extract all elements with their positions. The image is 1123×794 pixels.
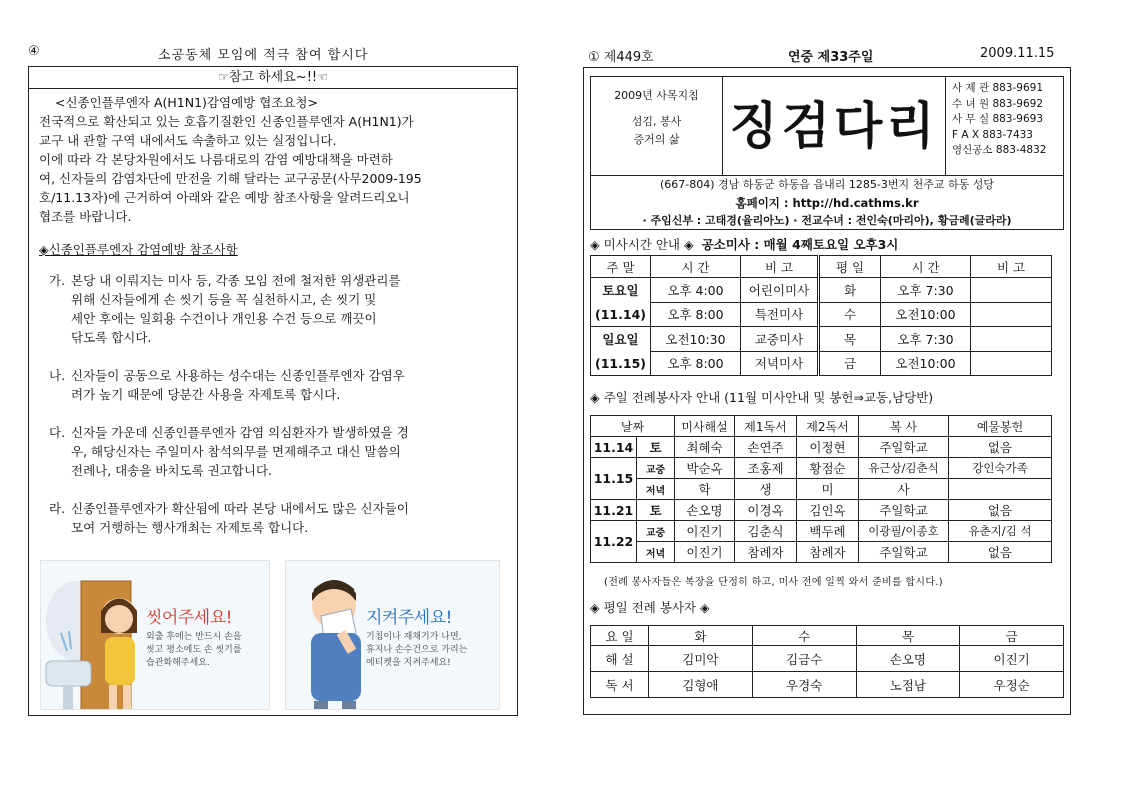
- item-mark: 가.: [49, 273, 66, 288]
- item-line: 신종인플루엔자가 확산됨에 따라 본당 내에서도 많은 신자들이: [71, 501, 409, 516]
- note-cell: 특전미사: [741, 302, 819, 327]
- server-cell: 미: [797, 479, 859, 500]
- server-cell: 김미악: [649, 646, 753, 672]
- server-cell: 강인숙가족: [949, 458, 1052, 479]
- time-cell: 오후 8:00: [651, 302, 741, 327]
- servers-note: (전례 봉사자들은 복장을 단정히 하고, 미사 전에 일찍 와서 준비를 합시다.): [604, 577, 943, 588]
- header-cell: 예물봉헌: [949, 416, 1052, 437]
- server-cell: 사: [859, 479, 949, 500]
- mass-extra-note: 공소미사 : 매월 4째토요일 오후3시: [701, 237, 899, 252]
- right-page-box: [583, 67, 1071, 715]
- bulletin-logo: 징검다리: [729, 96, 939, 155]
- note-cell: [971, 278, 1052, 303]
- motto-year: 2009년 사목지침: [614, 89, 699, 102]
- contact-line: 사 무 실 883-9693: [952, 113, 1043, 125]
- server-cell: 이진기: [960, 646, 1064, 672]
- header-cell: 금: [960, 626, 1064, 646]
- mass-title: ◈ 미사시간 안내 ◈: [590, 237, 694, 252]
- time-cell: 오전10:00: [881, 302, 971, 327]
- weekday-cell: 화: [819, 278, 881, 303]
- table-row: [591, 302, 1052, 327]
- time-cell: 오후 8:00: [651, 351, 741, 376]
- etiquette-desc-line: 에티켓을 지켜주세요!: [366, 658, 451, 668]
- server-cell: 없음: [949, 500, 1052, 521]
- etiquette-title: 지켜주세요!: [366, 608, 452, 628]
- intro-line: 협조를 바랍니다.: [39, 209, 132, 224]
- server-cell: 손오명: [856, 646, 960, 672]
- mass-times-table: [590, 255, 1052, 376]
- table-row: [591, 278, 1052, 303]
- mass-type-cell: 저녁: [637, 542, 675, 563]
- table-row: [591, 646, 1064, 672]
- table-row: [591, 479, 1052, 500]
- server-cell: 주일학교: [859, 437, 949, 458]
- role-cell: 독 서: [591, 672, 649, 698]
- item-line: 려가 높기 때문에 당분간 사용을 자제토록 합시다.: [71, 387, 341, 402]
- intro-line: 이에 따라 각 본당차원에서도 나름대로의 감염 예방대책을 마련하: [39, 152, 393, 167]
- note-cell: 저녁미사: [741, 351, 819, 376]
- pastoral-motto: [591, 77, 723, 175]
- server-cell: 김인옥: [797, 500, 859, 521]
- liturgical-week: 연중 제33주일: [788, 50, 874, 65]
- item-line: 세안 후에는 일회용 수건이나 개인용 수건 등으로 깨끗이: [71, 311, 377, 326]
- wash-desc-line: 습관화해주세요.: [146, 658, 210, 668]
- server-cell: 생: [735, 479, 797, 500]
- date-cell: 11.22: [591, 521, 637, 563]
- note-cell: [971, 302, 1052, 327]
- contact-line: F A X 883-7433: [952, 128, 1033, 141]
- server-cell: 없음: [949, 542, 1052, 563]
- item-line: 모여 거행하는 행사개최는 자제토록 합니다.: [71, 520, 309, 535]
- table-row: [591, 500, 1052, 521]
- server-cell: 우경숙: [752, 672, 856, 698]
- pointing-hand-right-icon: ☞: [218, 70, 229, 84]
- server-cell: 참례자: [797, 542, 859, 563]
- guideline-item: [39, 423, 507, 480]
- role-cell: 해 설: [591, 646, 649, 672]
- time-cell: 오전10:00: [881, 351, 971, 376]
- wash-desc-line: 외출 후에는 반드시 손을: [146, 632, 242, 642]
- date-cell: 11.21: [591, 500, 637, 521]
- day-cell: 일요일: [591, 327, 651, 352]
- guideline-list: [39, 271, 507, 537]
- page-number-4: ④: [28, 44, 40, 59]
- server-cell: 노점남: [856, 672, 960, 698]
- homepage-link[interactable]: 홈페이지 : http://hd.cathms.kr: [735, 196, 919, 210]
- date-cell: (11.14): [591, 302, 651, 327]
- slogan: 소공동체 모임에 적극 참여 합시다: [158, 48, 369, 63]
- weekday-cell: 수: [819, 302, 881, 327]
- issue-label: 제449호: [603, 50, 654, 65]
- left-page-header: [28, 44, 518, 64]
- wash-desc: [146, 631, 242, 670]
- item-mark: 다.: [49, 425, 66, 440]
- guideline-item: [39, 499, 507, 537]
- server-cell: 김춘식: [735, 521, 797, 542]
- table-header-row: [591, 626, 1064, 646]
- request-title: <신종인플루엔자 A(H1N1)감염예방 협조요청>: [55, 95, 318, 110]
- header-cell: 제2독서: [797, 416, 859, 437]
- motto-line: 섬김, 봉사: [631, 115, 682, 128]
- clergy-line: · 주임신부 : 고태경(율리아노) · 전교수녀 : 전인숙(마리아), 황금례(글라라): [642, 214, 1012, 227]
- note-cell: 어린이미사: [741, 278, 819, 303]
- notice-text: 참고 하세요~!!: [228, 70, 318, 85]
- issue-date: 2009.11.15: [980, 46, 1055, 61]
- day-cell: 토요일: [591, 278, 651, 303]
- left-body: [29, 89, 517, 537]
- intro-line: 호/11.13자)에 근거하여 아래와 같은 예방 참조사항을 알려드리오니: [39, 190, 410, 205]
- server-cell: 이경옥: [735, 500, 797, 521]
- server-cell: 이진기: [675, 542, 735, 563]
- server-cell: 황점순: [797, 458, 859, 479]
- masthead: [590, 76, 1064, 230]
- table-row: [591, 542, 1052, 563]
- item-line: 신자들이 공동으로 사용하는 성수대는 신종인플루엔자 감염우: [71, 368, 405, 383]
- service-heading: ◈ 주일 전례봉사자 안내 (11월 미사안내 및 봉헌⇒교동,남당반): [590, 390, 934, 405]
- contact-line: 영신공소 883-4832: [952, 144, 1047, 156]
- server-cell: 주일학교: [859, 542, 949, 563]
- contact-line: 수 녀 원 883-9692: [952, 97, 1043, 110]
- item-line: 우, 해당신자는 주일미사 참석의무를 면제해주고 대신 말씀의: [71, 444, 401, 459]
- note-cell: [971, 327, 1052, 352]
- guideline-title: ◈신종인플루엔자 감염예방 참조사항: [39, 242, 238, 257]
- server-cell: 학: [675, 479, 735, 500]
- item-mark: 라.: [49, 501, 66, 516]
- time-cell: 오전10:30: [651, 327, 741, 352]
- item-line: 전례나, 대송을 바치도록 권고합니다.: [71, 463, 272, 478]
- guideline-item: [39, 366, 507, 404]
- item-line: 위해 신자들에게 손 씻기 등을 꼭 실천하시고, 손 씻기 및: [71, 292, 377, 307]
- item-line: 신자들 가운데 신종인플루엔자 감염 의심환자가 발생하였을 경: [71, 425, 409, 440]
- table-header-row: [591, 416, 1052, 437]
- header-cell: 화: [649, 626, 753, 646]
- table-row: [591, 437, 1052, 458]
- note-cell: 교중미사: [741, 327, 819, 352]
- server-cell: 손연주: [735, 437, 797, 458]
- contact-line: 사 제 관 883-9691: [952, 82, 1043, 94]
- illustrations: [40, 560, 500, 710]
- header-cell: 목: [856, 626, 960, 646]
- intro-line: 여, 신자들의 감염차단에 만전을 기해 달라는 교구공문(사무2009-195: [39, 171, 422, 186]
- table-row: [591, 521, 1052, 542]
- mass-type-cell: 교중: [637, 521, 675, 542]
- wash-title: 씻어주세요!: [146, 608, 232, 628]
- server-cell: 백두례: [797, 521, 859, 542]
- header-cell: 수: [752, 626, 856, 646]
- mass-type-cell: 저녁: [637, 479, 675, 500]
- server-cell: 이진기: [675, 521, 735, 542]
- server-cell: 김금수: [752, 646, 856, 672]
- time-cell: 오후 7:30: [881, 278, 971, 303]
- pointing-hand-left-icon: ☜: [317, 70, 328, 84]
- date-cell: 11.14: [591, 437, 637, 458]
- etiquette-desc: [366, 631, 467, 670]
- table-header-row: [591, 256, 1052, 278]
- server-cell: 이정현: [797, 437, 859, 458]
- intro-line: 전국적으로 확산되고 있는 호흡기질환인 신종인플루엔자 A(H1N1)가: [39, 114, 414, 129]
- server-cell: 유춘지/김 석: [949, 521, 1052, 542]
- table-row: [591, 458, 1052, 479]
- table-row: [591, 327, 1052, 352]
- header-cell: 제1독서: [735, 416, 797, 437]
- server-cell: 조홍제: [735, 458, 797, 479]
- time-cell: 오후 7:30: [881, 327, 971, 352]
- server-cell: 유근상/김춘식: [859, 458, 949, 479]
- intro-line: 교구 내 관할 구역 내에서도 속출하고 있는 실정입니다.: [39, 133, 337, 148]
- weekday-cell: 금: [819, 351, 881, 376]
- server-cell: 최혜숙: [675, 437, 735, 458]
- item-mark: 나.: [49, 368, 66, 383]
- weekday-servers-table: [590, 625, 1064, 698]
- date-cell: 11.15: [591, 458, 637, 500]
- date-cell: (11.15): [591, 351, 651, 376]
- note-cell: [971, 351, 1052, 376]
- church-address: (667-804) 경남 하동군 하동읍 읍내리 1285-3번지 천주교 하동 성당: [591, 175, 1063, 194]
- header-cell: 복 사: [859, 416, 949, 437]
- mass-type-cell: 교중: [637, 458, 675, 479]
- server-cell: 주일학교: [859, 500, 949, 521]
- notice-bar: [29, 67, 517, 89]
- etiquette-desc-line: 기침이나 재채기가 나면,: [366, 632, 462, 642]
- page-number-1: ①: [588, 50, 600, 65]
- sunday-servers-table: [590, 415, 1052, 563]
- header-cell: 시 간: [881, 256, 971, 278]
- right-page-header: [588, 46, 1068, 66]
- mass-type-cell: 토: [637, 500, 675, 521]
- server-cell: 손오명: [675, 500, 735, 521]
- header-cell: 요 일: [591, 626, 649, 646]
- server-cell: 이광필/이종호: [859, 521, 949, 542]
- mass-times-heading: [590, 235, 898, 253]
- header-cell: 미사해설: [675, 416, 735, 437]
- header-cell: 비 고: [741, 256, 819, 278]
- server-cell: [949, 479, 1052, 500]
- table-row: [591, 351, 1052, 376]
- issue-number: [588, 46, 654, 65]
- server-cell: 김형애: [649, 672, 753, 698]
- etiquette-desc-line: 휴지나 손수건으로 가리는: [366, 645, 468, 655]
- mass-type-cell: 토: [637, 437, 675, 458]
- motto-line: 증거의 삶: [633, 133, 680, 146]
- server-cell: 참례자: [735, 542, 797, 563]
- intro-paragraph: [39, 112, 507, 226]
- contact-list: [945, 77, 1063, 175]
- item-line: 본당 내 이뤄지는 미사 등, 각종 모임 전에 철저한 위생관리를: [71, 273, 401, 288]
- header-cell: 비 고: [971, 256, 1052, 278]
- wash-desc-line: 씻고 평소에도 손 씻기를: [146, 645, 242, 655]
- server-cell: 우정순: [960, 672, 1064, 698]
- handwash-illustration: [40, 560, 270, 710]
- weekday-cell: 목: [819, 327, 881, 352]
- weekday-servers-heading: ◈ 평일 전례 봉사자 ◈: [590, 600, 710, 615]
- table-row: [591, 672, 1064, 698]
- header-cell: 주 말: [591, 256, 651, 278]
- server-cell: 박순옥: [675, 458, 735, 479]
- time-cell: 오후 4:00: [651, 278, 741, 303]
- header-cell: 평 일: [819, 256, 881, 278]
- server-cell: 없음: [949, 437, 1052, 458]
- header-cell: 날짜: [591, 416, 675, 437]
- guideline-item: [39, 271, 507, 347]
- item-line: 닦도록 합시다.: [71, 330, 152, 345]
- header-cell: 시 간: [651, 256, 741, 278]
- cough-etiquette-illustration: [285, 560, 500, 710]
